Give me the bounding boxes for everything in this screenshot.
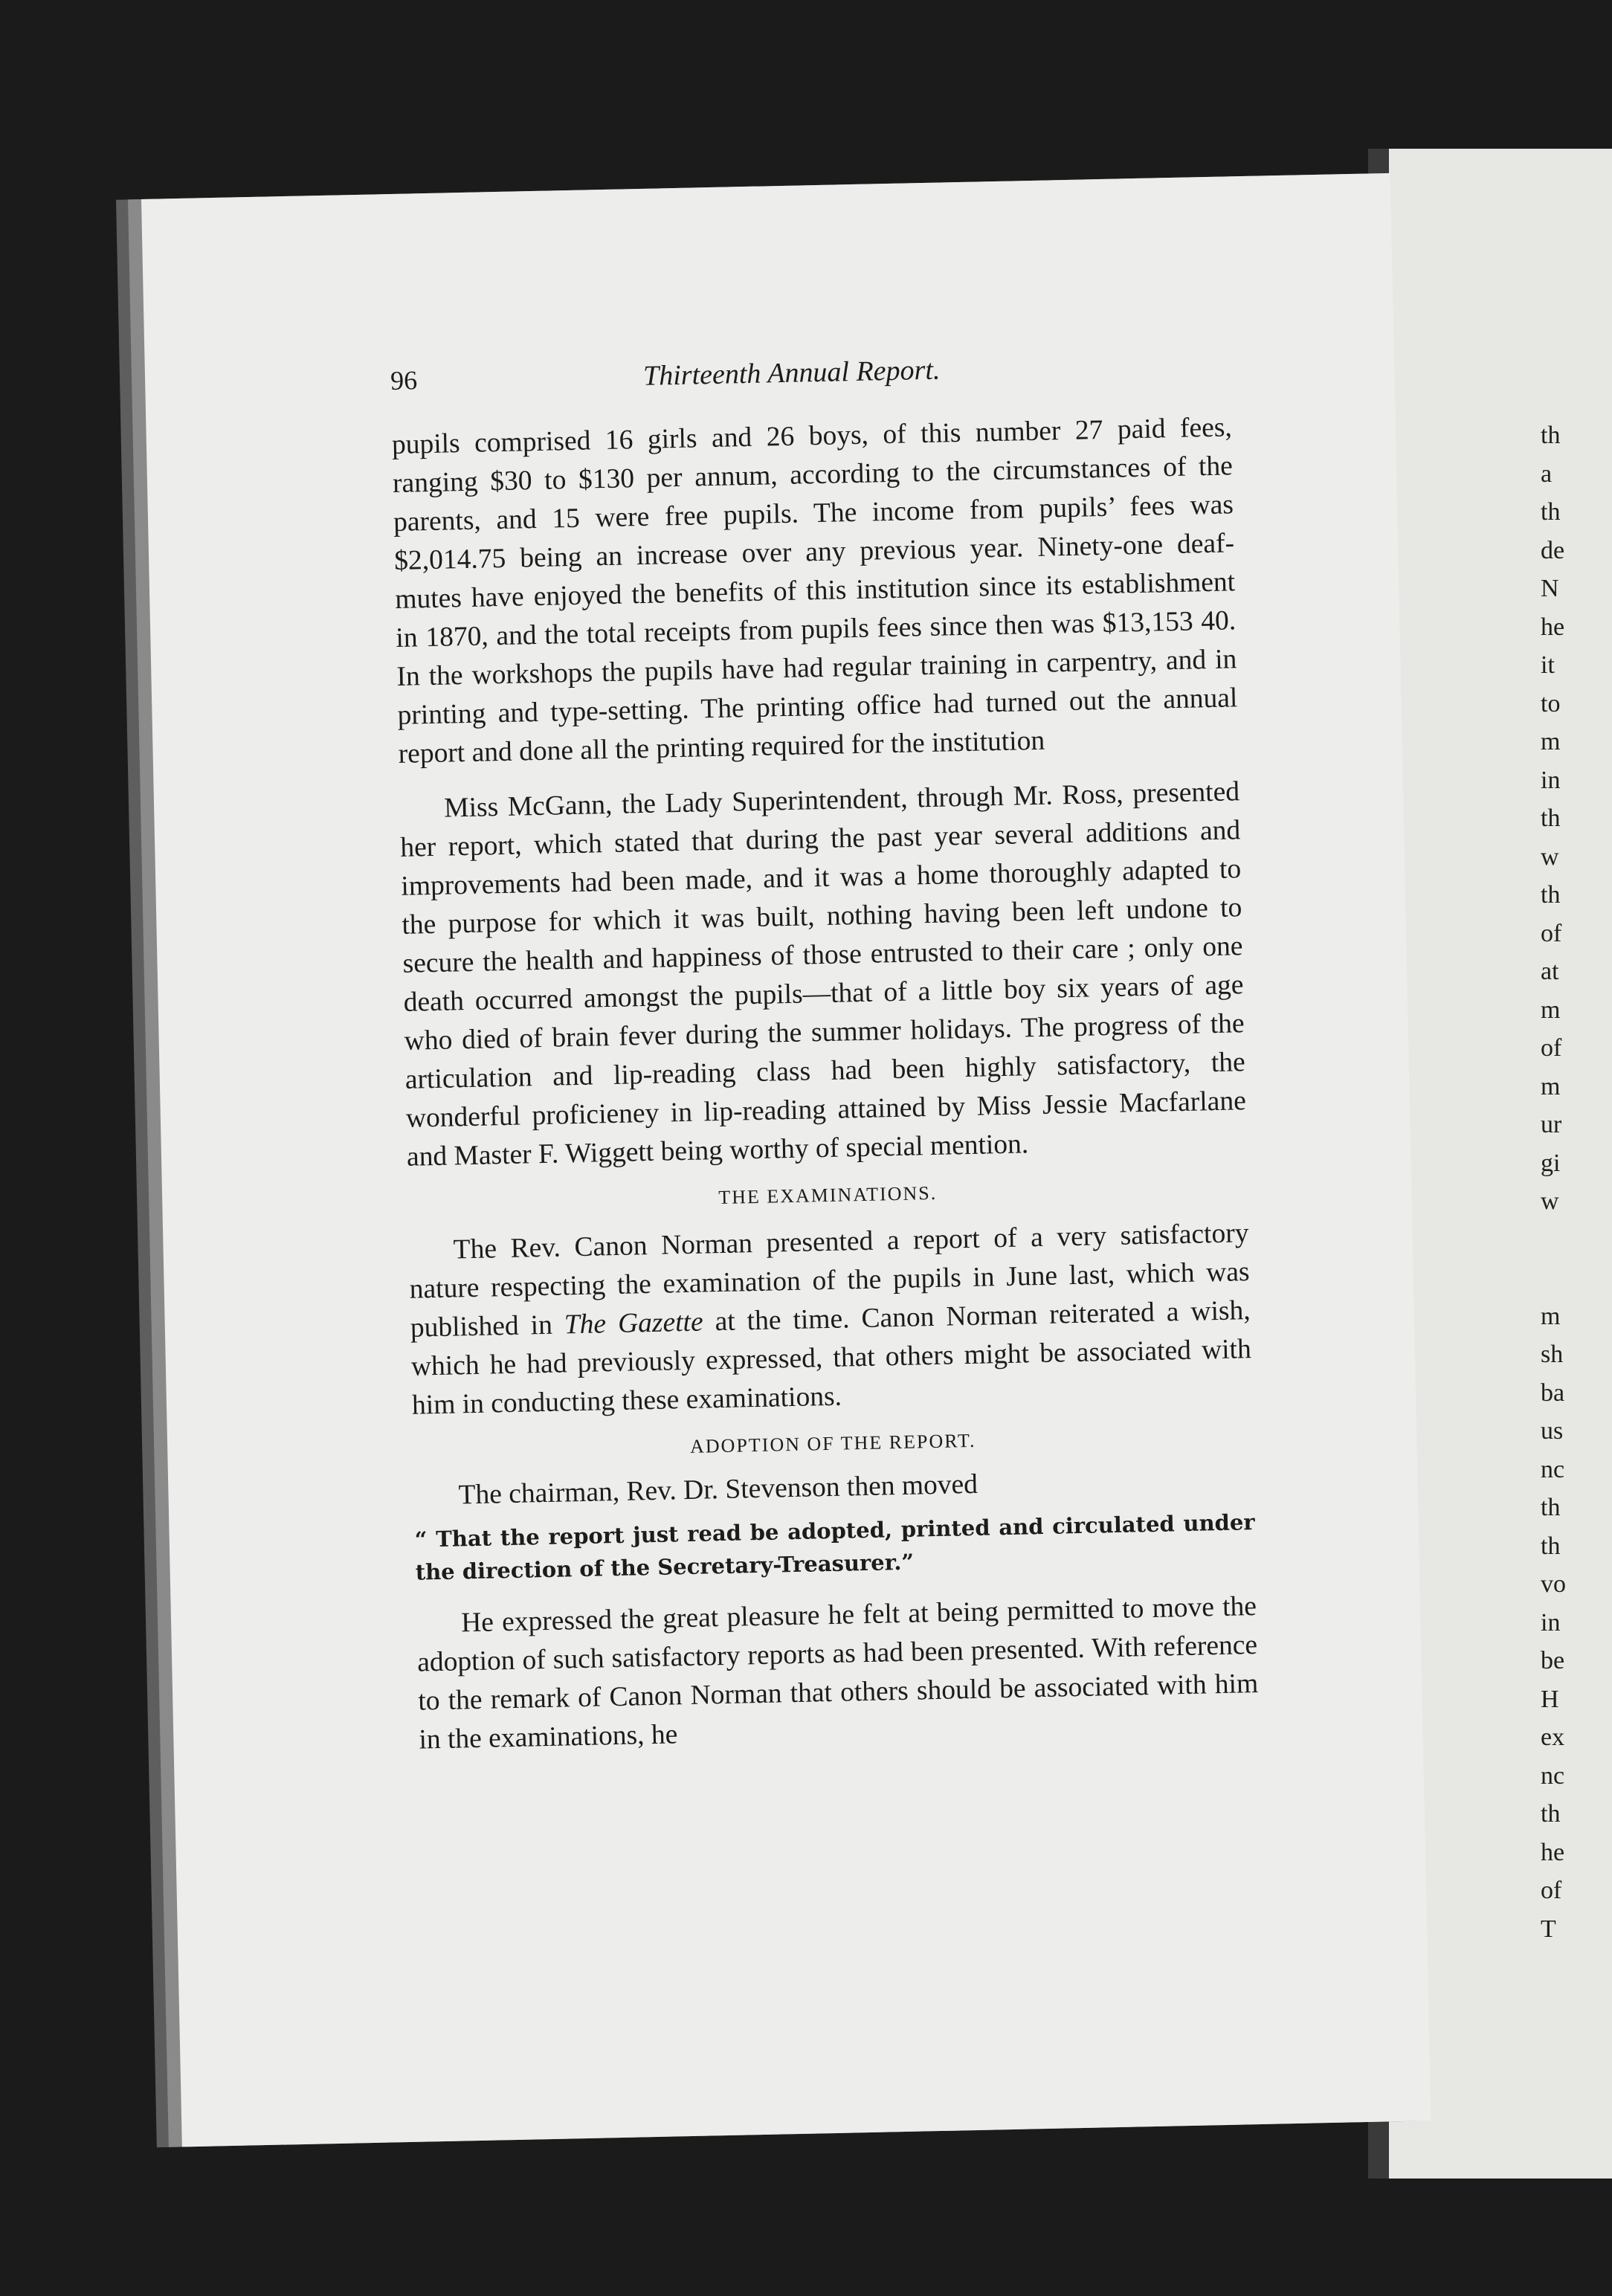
examinations-text-b: at the time. Canon Norman reiterated a wish, which he had previously expressed, that others might be associated with him in conducting these examinations. [410, 1295, 1252, 1421]
facing-page-fragment: a [1541, 459, 1553, 488]
facing-page-fragment: gi [1541, 1149, 1561, 1177]
running-title: Thirteenth Annual Report. [642, 354, 941, 392]
examinations-text-a: The Rev. Canon Norman presented a report of a very satisfactory nature respecting the examination of the pupils in June last, which was published in [409, 1218, 1250, 1344]
facing-page-fragment: of [1541, 1034, 1562, 1062]
facing-page-fragment: th [1541, 881, 1561, 909]
paragraph-adoption: He expressed the great pleasure he felt at being permitted to move the adoption of such satisfactory reports as had been presented. With reference to the remark of Canon Norman that others should be associated with him in the examinations, he [416, 1591, 1259, 1755]
gazette-title: The Gazette [564, 1306, 704, 1341]
facing-page-fragment: th [1541, 498, 1561, 526]
book-page [141, 173, 1431, 2147]
facing-page-fragment: nc [1541, 1455, 1565, 1483]
facing-page-fragment: de [1541, 536, 1565, 564]
facing-page-fragment: N [1541, 575, 1559, 602]
facing-page-fragment: he [1541, 1838, 1565, 1866]
facing-page-fragment: ur [1541, 1111, 1562, 1138]
facing-page-fragment: it [1541, 651, 1555, 679]
facing-page-fragment: of [1541, 919, 1562, 947]
facing-page-fragment: be [1541, 1647, 1565, 1674]
facing-page-fragment: m [1541, 996, 1561, 1024]
facing-page-fragment: nc [1541, 1761, 1565, 1790]
facing-page-fragment: th [1541, 1532, 1561, 1560]
running-head [390, 347, 1231, 410]
heading-examinations: THE EXAMINATIONS. [718, 1181, 938, 1209]
facing-page-fragment: ba [1541, 1378, 1565, 1407]
facing-page-fragment: vo [1541, 1570, 1566, 1598]
facing-page-fragment: ex [1541, 1723, 1565, 1751]
paragraph-pupils: pupils comprised 16 girls and 26 boys, of this number 27 paid fees, ranging $30 to $130 per annum, according to the circumstances of the parents, and 15 were free pupils. The income from pupils’ fees was $2,014.75 being an increase over any previous year. Ninety-one deaf-mutes have enjoyed the benefits of this institution since its establishment in 1870, and the total receipts from pupils fees since then was $13,153 40. In the workshops the pupils have had regular training in carpentry, and in printing and type-setting. The printing office had turned out the annual report and done all the printing required for the institution [391, 412, 1238, 770]
facing-page-fragment: of [1541, 1877, 1562, 1904]
facing-page-fragment [1541, 1221, 1558, 1297]
page-text [390, 347, 1260, 1759]
facing-page-fragment: H [1541, 1685, 1559, 1713]
facing-page-fragment: w [1541, 1187, 1559, 1215]
facing-page-fragment: in [1541, 766, 1561, 794]
facing-page-fragment: m [1541, 1302, 1561, 1330]
facing-page-fragment: th [1541, 1494, 1561, 1521]
facing-page-fragment: m [1541, 1072, 1561, 1100]
facing-page-fragment: w [1541, 842, 1559, 871]
facing-page-fragment: to [1541, 689, 1561, 718]
facing-page-fragment: at [1541, 958, 1559, 985]
page-number: 96 [390, 365, 418, 396]
facing-page-fragment: th [1541, 1800, 1561, 1828]
facing-page-fragment: us [1541, 1417, 1564, 1445]
facing-page-fragment: m [1541, 728, 1561, 755]
facing-page-fragment: sh [1541, 1341, 1564, 1368]
facing-page-fragment: T [1541, 1915, 1556, 1943]
paragraph-examinations [408, 1214, 1252, 1425]
facing-page-fragment: th [1541, 804, 1561, 832]
facing-page-fragment: in [1541, 1608, 1561, 1636]
heading-adoption: ADOPTION OF THE REPORT. [689, 1429, 976, 1457]
paragraph-chairman: The chairman, Rev. Dr. Stevenson then moved [458, 1468, 979, 1511]
resolution-quote: “ That the report just read be adopted, printed and circulated under the direction of the Secretary-Treasurer.” [414, 1509, 1255, 1585]
facing-page-text [1541, 416, 1566, 1948]
facing-page-fragment: he [1541, 613, 1565, 641]
facing-page-fragment: th [1541, 422, 1561, 449]
paragraph-superintendent: Miss McGann, the Lady Superintendent, through Mr. Ross, presented her report, which stated that during the past year several additions and improvements had been made, and it was a home thoroughly adapted to the purpose for which it was built, nothing having been left undone to secure the health and happiness of those entrusted to their care ; only one death occurred amongst the pupils—that of a little boy six years of age who died of brain fever during the summer holidays. The progress of the articulation and lip-reading class had been highly satisfactory, the wonderful proficieney in lip-reading attained by Miss Jessie Macfarlane and Master F. Wiggett being worthy of special mention. [399, 776, 1247, 1173]
